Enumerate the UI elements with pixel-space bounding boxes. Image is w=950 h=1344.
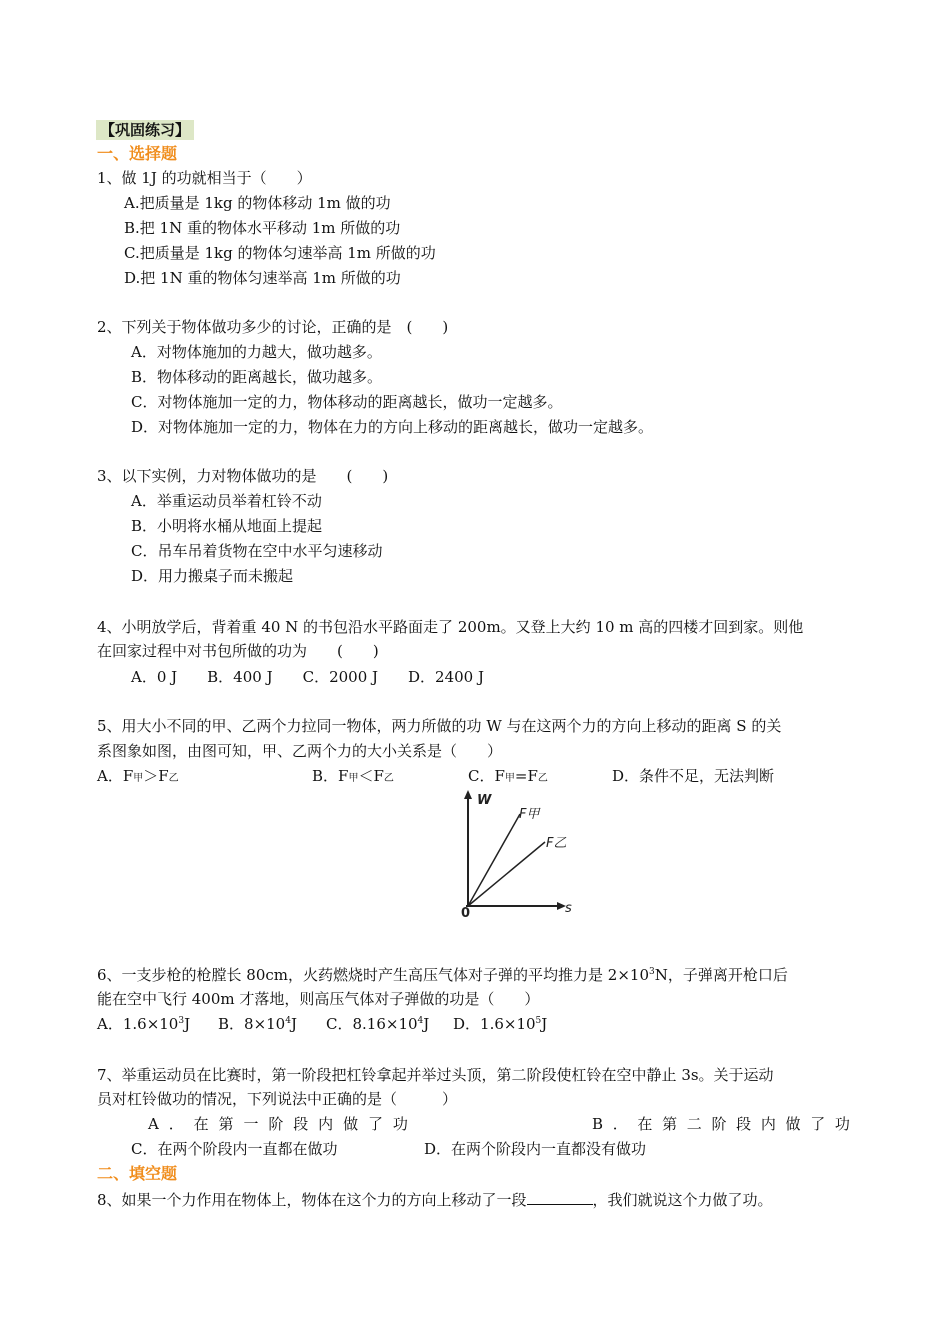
question-7-stem-line-2: 员对杠铃做功的情况，下列说法中正确的是（ ） (97, 1090, 458, 1108)
question-2-option-c[interactable]: C．对物体施加一定的力，物体移动的距离越长，做功一定越多。 (131, 393, 563, 411)
question-3-option-b[interactable]: B．小明将水桶从地面上提起 (131, 517, 323, 535)
question-6-stem-line-2: 能在空中飞行 400m 才落地，则高压气体对子弹做的功是（ ） (97, 990, 540, 1008)
question-7-option-a[interactable]: A ． 在 第 一 阶 段 内 做 了 功 (148, 1115, 408, 1133)
question-2-option-d[interactable]: D．对物体施加一定的力，物体在力的方向上移动的距离越长，做功一定越多。 (131, 418, 654, 436)
question-5-option-a[interactable]: A．F甲＞F乙 (97, 767, 179, 785)
question-7-stem-line-1: 7、举重运动员在比赛时，第一阶段把杠铃拿起并举过头顶，第二阶段使杠铃在空中静止 3s。关于运动 (97, 1066, 774, 1084)
section-title-choice: 一、选择题 (97, 144, 178, 163)
question-2-option-b[interactable]: B．物体移动的距离越长，做功越多。 (131, 368, 383, 386)
x-axis-label: s (565, 901, 572, 916)
question-7-option-c[interactable]: C．在两个阶段内一直都在做功 (131, 1140, 338, 1158)
question-6-option-c[interactable]: C．$8.16\times 10^4J$ (326, 1015, 430, 1033)
question-5-option-c[interactable]: C．F甲=F乙 (468, 767, 548, 785)
question-6-option-a[interactable]: A．$1.6\times 10^3J$ (97, 1015, 191, 1033)
y-axis-label: W (477, 793, 492, 808)
question-1-option-c[interactable]: C.把质量是 1kg 的物体匀速举高 1m 所做的功 (124, 244, 436, 262)
section-title-fill: 二、填空题 (97, 1164, 178, 1183)
question-7-option-b[interactable]: B ． 在 第 二 阶 段 内 做 了 功 (592, 1115, 850, 1133)
question-1-option-d[interactable]: D.把 1N 重的物体匀速举高 1m 所做的功 (124, 269, 401, 287)
question-5-option-b[interactable]: B．F甲＜F乙 (312, 767, 394, 785)
question-5-stem-line-2: 系图象如图，由图可知，甲、乙两个力的大小关系是（ ） (97, 742, 503, 760)
question-5-option-d[interactable]: D．条件不足，无法判断 (612, 767, 775, 785)
origin-label: 0 (461, 906, 471, 921)
line-f-jia (468, 814, 520, 906)
line-f-yi-label: F乙 (546, 836, 567, 851)
question-4-stem-line-2: 在回家过程中对书包所做的功为 ( ) (97, 642, 379, 660)
question-3-option-c[interactable]: C．吊车吊着货物在空中水平匀速移动 (131, 542, 383, 560)
question-2-option-a[interactable]: A．对物体施加的力越大，做功越多。 (131, 343, 382, 361)
question-4-options[interactable]: A．0 J B．400 J C．2000 J D．2400 J (131, 668, 485, 686)
question-3-stem: 3、以下实例，力对物体做功的是 ( ) (97, 467, 389, 485)
question-2-stem: 2、下列关于物体做功多少的讨论，正确的是 ( ) (97, 318, 449, 336)
question-7-option-d[interactable]: D．在两个阶段内一直都没有做功 (424, 1140, 647, 1158)
question-3-option-d[interactable]: D．用力搬桌子而未搬起 (131, 567, 294, 585)
question-3-option-a[interactable]: A．举重运动员举着杠铃不动 (131, 492, 322, 510)
question-5-stem-line-1: 5、用大小不同的甲、乙两个力拉同一物体，两力所做的功 W 与在这两个力的方向上移动的距离 S 的关 (97, 717, 782, 735)
line-f-yi (468, 842, 545, 906)
question-6-stem-line-1: 6、一支步枪的枪膛长 80cm，火药燃烧时产生高压气体对子弹的平均推力是 $2\times 10^3N$，子弹离开枪口后 (97, 966, 788, 984)
question-4-stem-line-1: 4、小明放学后，背着重 40 N 的书包沿水平路面走了 200m。又登上大约 10 m 高的四楼才回到家。则他 (97, 618, 804, 636)
y-axis-arrow (464, 790, 472, 799)
question-6-option-d[interactable]: D．$1.6\times 10^5J$ (453, 1015, 548, 1033)
line-f-jia-label: F甲 (519, 807, 540, 822)
question-1-stem: 1、做 1J 的功就相当于（ ） (97, 169, 312, 187)
work-distance-graph (455, 786, 585, 921)
practice-header: 【巩固练习】 (96, 120, 194, 140)
question-8-stem: 8、如果一个力作用在物体上，物体在这个力的方向上移动了一段 ，我们就说这个力做了功。 (97, 1191, 773, 1209)
question-1-option-a[interactable]: A.把质量是 1kg 的物体移动 1m 做的功 (124, 194, 391, 212)
question-6-option-b[interactable]: B．$8\times 10^4J$ (218, 1015, 297, 1033)
question-8-answer-blank[interactable] (527, 1189, 593, 1205)
question-1-option-b[interactable]: B.把 1N 重的物体水平移动 1m 所做的功 (124, 219, 401, 237)
